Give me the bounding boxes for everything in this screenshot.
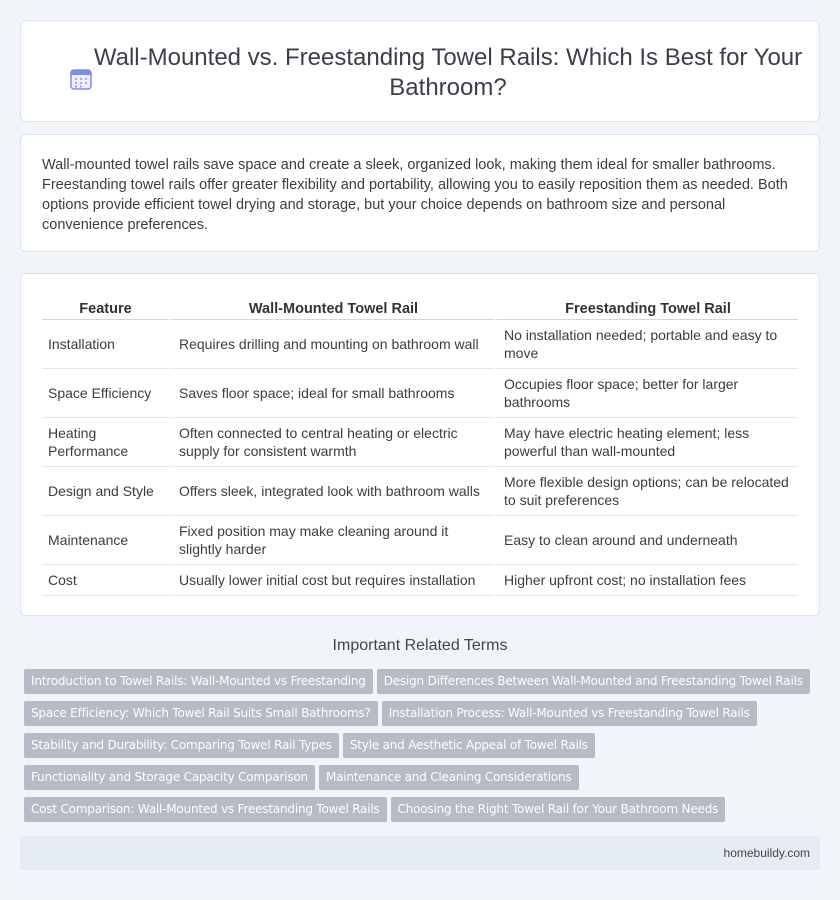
related-terms-list [24,669,804,829]
related-term-tag[interactable]: Installation Process: Wall-Mounted vs Freestanding Towel Rails [382,701,757,726]
related-term-tag[interactable]: Functionality and Storage Capacity Comparison [24,765,315,790]
table-row [42,320,798,369]
table-row [42,565,798,596]
related-term-tag[interactable]: Style and Aesthetic Appeal of Towel Rails [343,733,595,758]
cell-wall-mounted: Requires drilling and mounting on bathroom wall [169,320,494,369]
cell-feature: Design and Style [42,467,169,516]
intro-paragraph: Wall-mounted towel rails save space and create a sleek, organized look, making them ideal for smaller bathrooms. Freestanding towel rails offer greater flexibility and portability, allowing you to easily reposition them as needed. Both options provide efficient towel drying and storage, but your choice depends on bathroom size and personal convenience preferences. [42,157,788,233]
cell-freestanding: No installation needed; portable and easy to move [494,320,798,369]
footer-site-link[interactable]: homebuildy.com [723,846,810,860]
calendar-icon [69,67,93,91]
header-freestanding: Freestanding Towel Rail [494,296,798,320]
cell-wall-mounted: Offers sleek, integrated look with bathroom walls [169,467,494,516]
page-title: Wall-Mounted vs. Freestanding Towel Rails: Which Is Best for Your Bathroom? [93,44,803,101]
title-card [20,20,820,122]
table-header-row [42,296,798,320]
cell-wall-mounted: Usually lower initial cost but requires installation [169,565,494,596]
cell-freestanding: More flexible design options; can be relocated to suit preferences [494,467,798,516]
cell-feature: Space Efficiency [42,369,169,418]
cell-feature: Heating Performance [42,418,169,467]
cell-wall-mounted: Often connected to central heating or electric supply for consistent warmth [169,418,494,467]
cell-freestanding: Occupies floor space; better for larger bathrooms [494,369,798,418]
related-term-tag[interactable]: Introduction to Towel Rails: Wall-Mounted vs Freestanding [24,669,373,694]
cell-feature: Cost [42,565,169,596]
related-term-tag[interactable]: Space Efficiency: Which Towel Rail Suits Small Bathrooms? [24,701,378,726]
header-feature: Feature [42,296,169,320]
intro-card [20,134,820,252]
table-row [42,516,798,565]
cell-wall-mounted: Fixed position may make cleaning around it slightly harder [169,516,494,565]
comparison-card [20,273,820,616]
footer [20,836,820,870]
cell-feature: Maintenance [42,516,169,565]
cell-freestanding: Higher upfront cost; no installation fees [494,565,798,596]
related-terms-heading: Important Related Terms [332,637,508,654]
header-wall-mounted: Wall-Mounted Towel Rail [169,296,494,320]
cell-feature: Installation [42,320,169,369]
related-term-tag[interactable]: Maintenance and Cleaning Considerations [319,765,579,790]
comparison-table [42,296,798,596]
table-row [42,369,798,418]
cell-freestanding: Easy to clean around and underneath [494,516,798,565]
related-term-tag[interactable]: Choosing the Right Towel Rail for Your Bathroom Needs [391,797,726,822]
related-term-tag[interactable]: Design Differences Between Wall-Mounted and Freestanding Towel Rails [377,669,810,694]
cell-wall-mounted: Saves floor space; ideal for small bathrooms [169,369,494,418]
related-term-tag[interactable]: Cost Comparison: Wall-Mounted vs Freestanding Towel Rails [24,797,387,822]
cell-freestanding: May have electric heating element; less powerful than wall-mounted [494,418,798,467]
table-row [42,418,798,467]
table-row [42,467,798,516]
related-term-tag[interactable]: Stability and Durability: Comparing Towel Rail Types [24,733,339,758]
